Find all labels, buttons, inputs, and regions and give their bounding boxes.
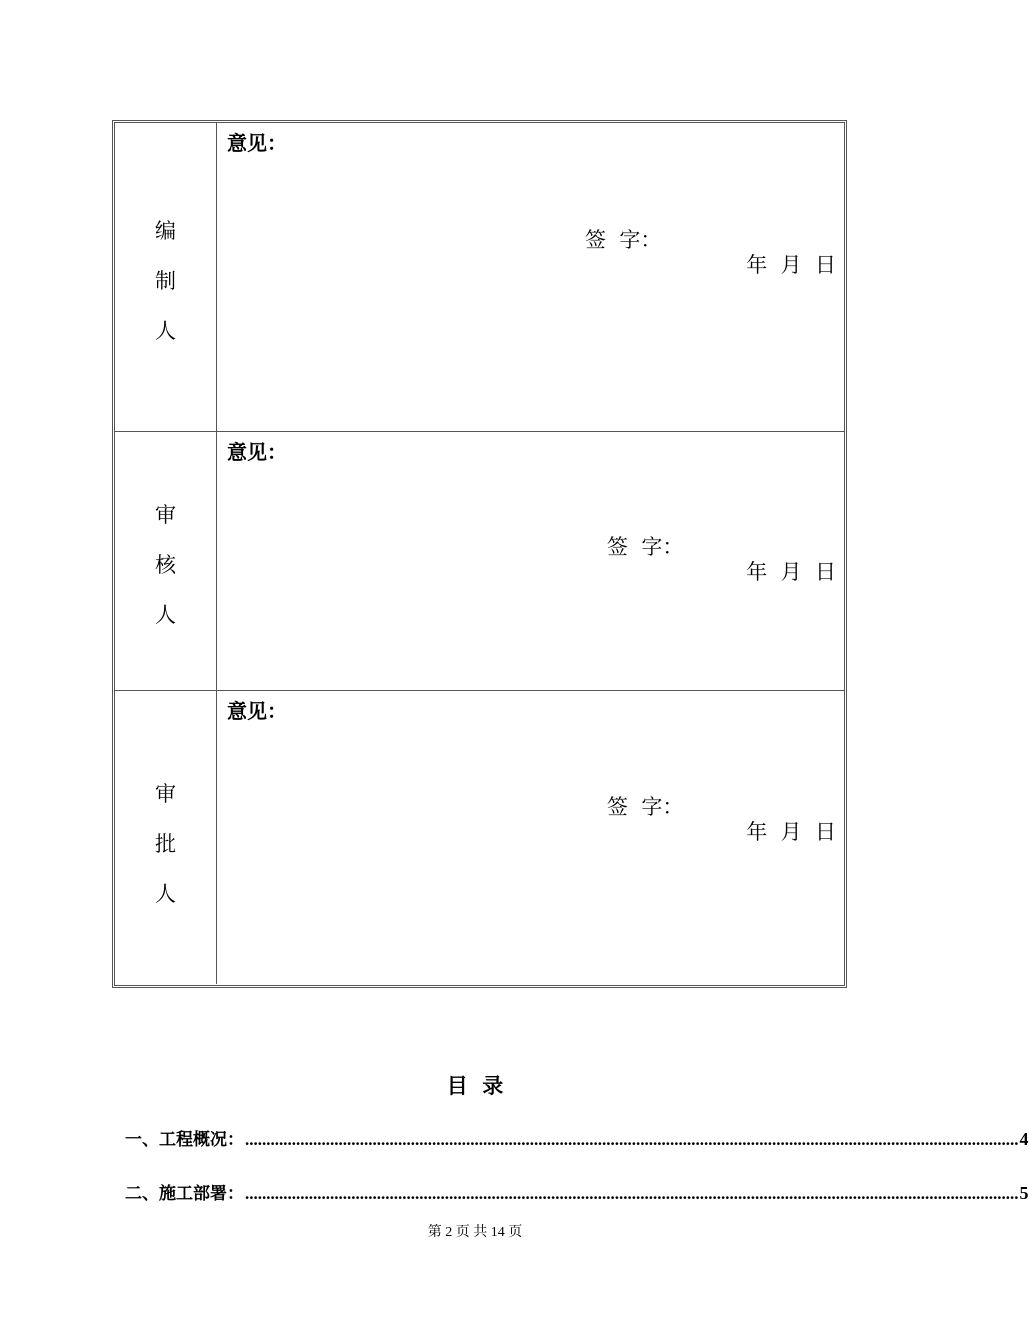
role-cell <box>115 123 217 431</box>
page-footer: 第 2 页 共 14 页 <box>427 1225 523 1240</box>
toc-entry-label: 二、施工部署： <box>125 1184 244 1204</box>
toc-leader-dots: ...................................................................................................................................................................................... <box>245 1130 1019 1149</box>
approval-row-compiler <box>115 123 844 432</box>
toc-entry-page: 5 <box>1019 1183 1029 1203</box>
opinion-label: 意见： <box>227 699 287 723</box>
role-char: 人 <box>155 319 176 343</box>
date-label: 年 月 日 <box>746 560 836 584</box>
toc-entry[interactable] <box>125 1125 1029 1153</box>
approval-table <box>112 120 847 988</box>
signature-label: 签 字： <box>585 228 662 252</box>
role-cell <box>115 432 217 690</box>
role-char: 人 <box>155 603 176 627</box>
role-char: 编 <box>155 219 176 243</box>
toc-entry[interactable] <box>125 1179 1029 1207</box>
role-char: 审 <box>155 503 176 527</box>
role-cell <box>115 691 217 984</box>
toc-title: 目 录 <box>446 1074 504 1098</box>
opinion-label: 意见： <box>227 131 287 155</box>
role-char: 核 <box>155 553 176 577</box>
approval-row-reviewer <box>115 432 844 691</box>
signature-label: 签 字： <box>607 795 684 819</box>
role-char: 人 <box>155 882 176 906</box>
role-char: 批 <box>155 832 176 856</box>
date-label: 年 月 日 <box>746 253 836 277</box>
opinion-label: 意见： <box>227 440 287 464</box>
role-char: 制 <box>155 269 176 293</box>
toc-leader-dots: ...................................................................................................................................................................................... <box>245 1184 1019 1203</box>
approval-row-approver <box>115 691 844 984</box>
toc-entry-label: 一、工程概况： <box>125 1130 244 1150</box>
role-char: 审 <box>155 782 176 806</box>
toc-entry-page: 4 <box>1019 1129 1029 1149</box>
date-label: 年 月 日 <box>746 820 836 844</box>
signature-label: 签 字： <box>607 535 684 559</box>
